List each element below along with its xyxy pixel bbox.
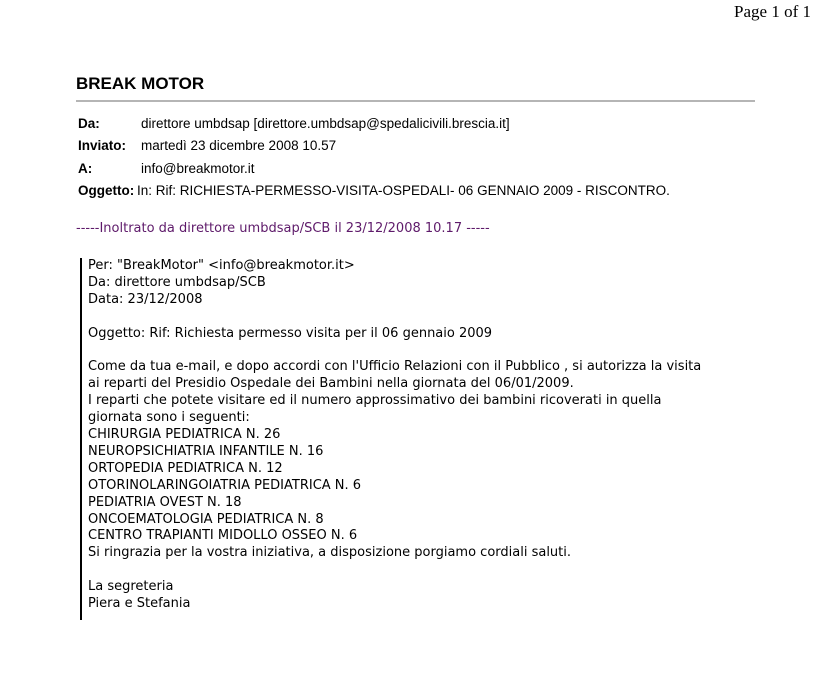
quoted-subject: Oggetto: Rif: Richiesta permesso visita per il 06 gennaio 2009 — [88, 325, 493, 341]
sent-date: martedì 23 dicembre 2008 10.57 — [141, 138, 337, 154]
signature-line: La segreteria — [88, 579, 174, 595]
department-item: OTORINOLARINGOIATRIA PEDIATRICA N. 6 — [88, 477, 362, 493]
header-row-sent — [78, 135, 670, 158]
sender-address: direttore umbdsap [direttore.umbdsap@spedalicivili.brescia.it] — [141, 115, 510, 131]
header-label: Inviato: — [78, 138, 127, 154]
spacer — [88, 309, 770, 326]
subject-value: In: Rif: RICHIESTA-PERMESSO-VISITA-OSPEDALI- 06 GENNAIO 2009 - RISCONTRO. — [137, 183, 670, 199]
body-line: I reparti che potete visitare ed il numero approssimativo dei bambini ricoverati in quella — [88, 393, 662, 409]
quoted-from: Da: direttore umbdsap/SCB — [88, 274, 266, 290]
department-item: ORTOPEDIA PEDIATRICA N. 12 — [88, 460, 283, 476]
header-label: Da: — [78, 115, 100, 131]
quoted-date: Data: 23/12/2008 — [88, 291, 203, 307]
closing-line: Si ringrazia per la vostra iniziativa, a disposizione porgiamo cordiali saluti. — [88, 545, 572, 561]
header-label: Oggetto: — [78, 183, 135, 199]
header-row-subject — [78, 180, 670, 203]
body-line: ai reparti del Presidio Ospedale dei Bambini nella giornata del 06/01/2009. — [88, 376, 574, 392]
email-headers — [78, 112, 670, 202]
body-line: giornata sono i seguenti: — [88, 410, 250, 426]
quoted-to: Per: "BreakMotor" <info@breakmotor.it> — [88, 258, 355, 273]
quoted-message — [80, 258, 770, 620]
department-item: CHIRURGIA PEDIATRICA N. 26 — [88, 427, 281, 443]
department-item: PEDIATRIA OVEST N. 18 — [88, 494, 242, 510]
department-item: CENTRO TRAPIANTI MIDOLLO OSSEO N. 6 — [88, 528, 358, 544]
department-item: ONCOEMATOLOGIA PEDIATRICA N. 8 — [88, 511, 324, 527]
header-label: A: — [78, 160, 93, 176]
department-item: NEUROPSICHIATRIA INFANTILE N. 16 — [88, 443, 324, 459]
signature-line: Piera e Stefania — [88, 596, 191, 612]
spacer — [88, 343, 770, 360]
header-row-from — [78, 112, 670, 135]
page-indicator: Page 1 of 1 — [734, 2, 811, 21]
forwarded-separator: -----Inoltrato da direttore umbdsap/SCB il 23/12/2008 10.17 ----- — [76, 221, 490, 236]
recipient-address: info@breakmotor.it — [141, 160, 255, 176]
spacer — [88, 562, 770, 579]
header-divider — [76, 100, 755, 102]
email-subject-title: BREAK MOTOR — [76, 74, 205, 93]
header-row-to — [78, 157, 670, 180]
body-line: Come da tua e-mail, e dopo accordi con l'Ufficio Relazioni con il Pubblico , si autorizza la visita — [88, 359, 702, 375]
